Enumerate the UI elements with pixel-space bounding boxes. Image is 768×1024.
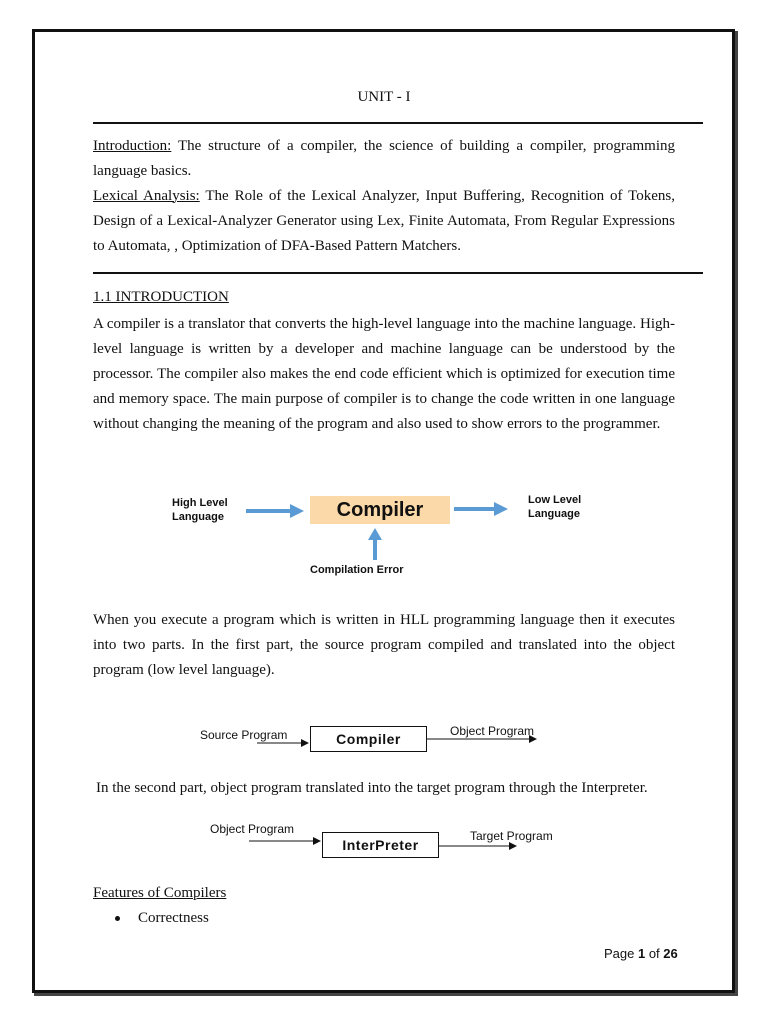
bullet-icon [115,916,120,921]
section-heading-1-1 [93,289,229,306]
compiler-box: Compiler [310,496,450,524]
intro-paragraph [93,134,675,184]
lexical-label: Lexical Analysis: [93,188,200,204]
intro-text: The structure of a compiler, the science of building a compiler, programming language basics. [93,138,675,179]
interpreter-box: InterPreter [322,832,439,858]
error-arrow-icon [368,528,382,560]
page-of: of [645,946,664,961]
lexical-paragraph [93,184,675,259]
list-item [115,910,209,927]
output-arrow-icon [454,502,508,516]
features-heading [93,885,226,902]
features-list [115,910,209,927]
intro-body-paragraph: A compiler is a translator that converts the high-level language into the machine language. High-level language is written by a developer and machine language can be understood by the processor. The compiler also makes the end code efficient which is optimized for execution time and memory space. The main purpose of compiler is to change the code written in one language without changing the meaning of the program and also used to show errors to the programmer. [93,316,675,432]
input-arrow-icon [246,504,304,518]
object-in-arrow-icon [249,836,321,846]
page-current: 1 [637,946,646,961]
source-program-label: Source Program [200,728,288,742]
output-line-2: Language [528,508,580,520]
compiler-box-2: Compiler [310,726,427,752]
high-level-language-label [172,496,228,524]
object-to-target-diagram [205,820,565,860]
page-prefix: Page [604,946,638,961]
feature-item-text: Correctness [138,910,209,926]
middle-rule [93,272,703,274]
section-heading-text: 1.1 INTRODUCTION [93,289,229,305]
top-rule [93,122,703,124]
output-line-1: Low Level [528,494,582,506]
page-border-shadow-right [735,31,738,995]
object-program-label: Object Program [450,724,535,738]
compiler-diagram [160,488,610,583]
second-part-paragraph: In the second part, object program translated into the target program through the Interpreter. [96,780,648,796]
input-line-2: Language [172,511,224,523]
lexical-text: The Role of the Lexical Analyzer, Input Buffering, Recognition of Tokens, Design of a Lexical-Analyzer Generator using Lex, Finite Automata, From Regular Expressions to Automata, , Optimization of DFA-Based Pattern Matchers. [93,188,675,254]
features-heading-text: Features of Compilers [93,885,227,901]
page-border-shadow-bottom [34,993,738,996]
intro-label: Introduction: [93,138,172,154]
unit-title: UNIT - I [357,89,411,105]
compilation-error-label: Compilation Error [310,564,404,576]
low-level-language-label [528,493,581,521]
page-number [604,946,678,961]
source-arrow-icon [257,738,309,748]
target-program-label: Target Program [470,829,553,843]
source-to-object-diagram [195,722,555,758]
object-program-label-2: Object Program [210,822,295,836]
page-total: 26 [663,946,678,961]
input-line-1: High Level [172,497,228,509]
execute-paragraph: When you execute a program which is written in HLL programming language then it executes into two parts. In the first part, the source program compiled and translated into the object program (low level language). [93,612,675,678]
